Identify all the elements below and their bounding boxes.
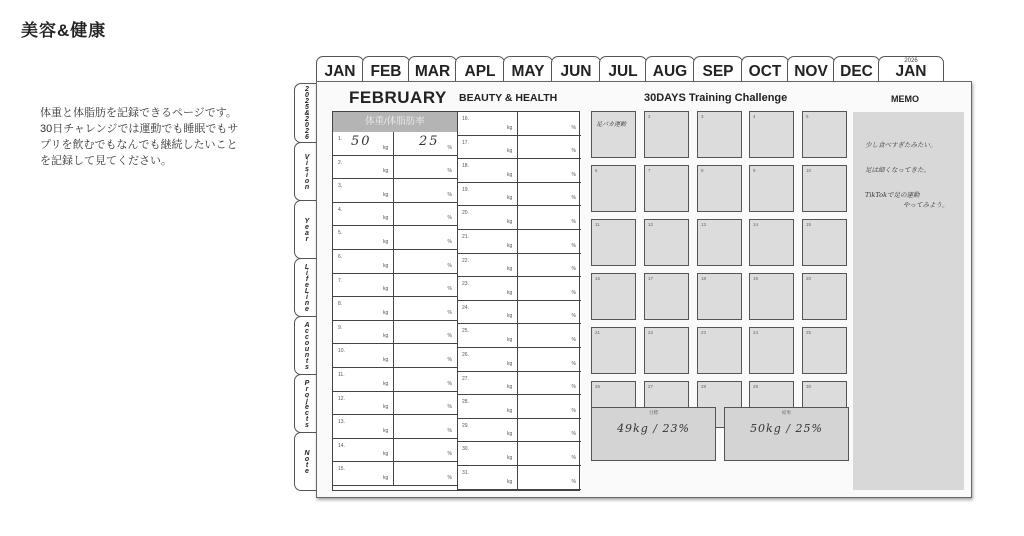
weight-table (332, 111, 580, 491)
challenge-day-24[interactable] (749, 327, 794, 374)
challenge-day-2[interactable] (644, 111, 689, 158)
challenge-day-1[interactable] (591, 111, 636, 158)
challenge-day-4[interactable] (749, 111, 794, 158)
month-tab-label: OCT (748, 63, 782, 80)
pct-unit: % (571, 218, 576, 225)
challenge-day-5[interactable] (802, 111, 847, 158)
cell-divider (517, 348, 518, 371)
month-tab-jan[interactable] (316, 56, 364, 82)
weight-row-day-15[interactable] (333, 462, 457, 486)
weight-row-day-8[interactable] (333, 297, 457, 321)
cell-divider (517, 442, 518, 465)
side-tab-label: Accounts (303, 321, 311, 370)
pct-unit: % (571, 171, 576, 178)
day-number: 19. (462, 186, 469, 193)
day-number: 12. (338, 395, 345, 402)
kg-unit: kg (507, 384, 513, 391)
day-number: 29. (462, 422, 469, 429)
pct-unit: % (571, 336, 576, 343)
challenge-day-number: 25 (806, 330, 812, 335)
weight-row-day-12[interactable] (333, 392, 457, 416)
challenge-note: 足パカ運動 (596, 121, 627, 128)
challenge-day-17[interactable] (644, 273, 689, 320)
challenge-heading: 30DAYS Training Challenge (644, 92, 788, 104)
month-tab-label: MAY (511, 63, 545, 80)
kg-unit: kg (507, 313, 513, 320)
day-number: 17. (462, 139, 469, 146)
day-number: 10. (338, 348, 345, 355)
cell-divider (393, 321, 394, 344)
kg-unit: kg (383, 286, 389, 293)
weight-row-day-6[interactable] (333, 250, 457, 274)
side-tab-label: LifeLine (303, 263, 311, 312)
pct-unit: % (571, 407, 576, 414)
challenge-day-number: 18 (701, 276, 707, 281)
memo-panel[interactable] (853, 112, 964, 490)
month-tab-label: JAN (895, 63, 927, 80)
kg-unit: kg (507, 289, 513, 296)
kg-unit: kg (383, 427, 389, 434)
kg-unit: kg (383, 262, 389, 269)
challenge-day-11[interactable] (591, 219, 636, 266)
cell-divider (393, 439, 394, 462)
day-number: 27. (462, 375, 469, 382)
challenge-day-6[interactable] (591, 165, 636, 212)
day-number: 14. (338, 442, 345, 449)
challenge-day-number: 23 (701, 330, 707, 335)
pct-unit: % (571, 431, 576, 438)
challenge-day-3[interactable] (697, 111, 742, 158)
pct-unit: % (571, 478, 576, 485)
cell-divider (393, 156, 394, 179)
pct-unit: % (571, 124, 576, 131)
challenge-day-number: 13 (701, 222, 707, 227)
challenge-day-number: 10 (806, 168, 812, 173)
side-tab-label: 2025&2026 (303, 86, 311, 140)
day-number: 21. (462, 234, 469, 240)
month-tab-label: JAN (324, 63, 356, 80)
month-tab-label: JUN (560, 63, 592, 80)
challenge-day-number: 17 (648, 276, 654, 281)
kg-unit: kg (507, 407, 513, 414)
beauty-heading: BEAUTY & HEALTH (459, 92, 558, 104)
side-tab-vision[interactable] (294, 142, 318, 201)
cell-divider (393, 415, 394, 438)
weight-row-day-27[interactable] (457, 372, 581, 396)
month-tab-feb[interactable] (362, 56, 410, 82)
kg-unit: kg (507, 124, 513, 131)
month-tab-jul[interactable] (599, 56, 647, 82)
page-title: 美容&健康 (21, 21, 107, 40)
handwritten-fat: 25 (419, 134, 440, 149)
cell-divider (517, 159, 518, 182)
kg-unit: kg (507, 218, 513, 225)
challenge-day-22[interactable] (644, 327, 689, 374)
weight-row-day-10[interactable] (333, 344, 457, 368)
kg-unit: kg (383, 144, 389, 151)
cell-divider (393, 203, 394, 226)
day-number: 2. (338, 159, 343, 166)
side-tab-projects[interactable] (294, 374, 318, 433)
weight-row-day-17[interactable] (457, 136, 581, 160)
day-number: 8. (338, 301, 343, 308)
pct-unit: % (447, 286, 452, 293)
weight-row-day-29[interactable] (457, 419, 581, 443)
cell-divider (393, 274, 394, 297)
challenge-day-14[interactable] (749, 219, 794, 266)
kg-unit: kg (507, 431, 513, 438)
month-tab-sep[interactable] (693, 56, 743, 82)
page-description: 体重と体脂肪を記録できるページです。30日チャレンジでは運動でも睡眠でもサプリを飲むでもなんでも継続したいことを記録して見てください。 (40, 107, 239, 167)
challenge-day-number: 16 (595, 276, 601, 281)
weight-row-day-2[interactable] (333, 156, 457, 180)
cell-divider (517, 136, 518, 159)
challenge-day-16[interactable] (591, 273, 636, 320)
memo-line: TikTokで足の運動 (865, 191, 920, 199)
cell-divider (517, 466, 518, 489)
challenge-day-10[interactable] (802, 165, 847, 212)
cell-divider (517, 230, 518, 253)
cell-divider (393, 226, 394, 249)
challenge-day-number: 4 (753, 114, 756, 119)
day-number: 1. (338, 136, 343, 142)
cell-divider (393, 132, 394, 155)
month-tab-label: NOV (794, 63, 828, 80)
challenge-day-number: 27 (648, 384, 654, 389)
pct-unit: % (571, 242, 576, 249)
side-tab-accounts[interactable] (294, 316, 318, 375)
cell-divider (517, 395, 518, 418)
day-number: 25. (462, 328, 469, 335)
month-tab-label: APL (464, 63, 496, 80)
weight-row-day-5[interactable] (333, 226, 457, 250)
cell-divider (517, 206, 518, 229)
pct-unit: % (447, 191, 452, 198)
weight-row-day-3[interactable] (333, 179, 457, 203)
day-number: 30. (462, 446, 469, 453)
day-number: 24. (462, 304, 469, 311)
weight-row-day-22[interactable] (457, 254, 581, 278)
month-tab-dec[interactable] (833, 56, 880, 82)
day-number: 26. (462, 352, 469, 358)
memo-line: 少し食べすぎたみたい。 (865, 141, 937, 149)
challenge-day-19[interactable] (749, 273, 794, 320)
memo-line: やってみよう。 (903, 201, 949, 209)
day-number: 16. (462, 116, 469, 122)
cell-divider (393, 368, 394, 391)
weight-row-day-28[interactable] (457, 395, 581, 419)
challenge-day-number: 3 (701, 114, 704, 119)
day-number: 6. (338, 254, 343, 260)
cell-divider (393, 297, 394, 320)
weight-row-day-26[interactable] (457, 348, 581, 372)
kg-unit: kg (383, 451, 389, 458)
day-number: 23. (462, 281, 469, 288)
cell-divider (393, 250, 394, 273)
pct-unit: % (447, 309, 452, 316)
challenge-day-number: 19 (753, 276, 759, 281)
pct-unit: % (447, 404, 452, 411)
day-number: 9. (338, 324, 343, 331)
challenge-day-number: 29 (753, 384, 759, 389)
challenge-day-number: 15 (806, 222, 812, 227)
side-tab-year[interactable] (294, 200, 318, 259)
day-number: 4. (338, 206, 343, 213)
challenge-day-number: 7 (648, 168, 651, 173)
weight-row-day-1[interactable] (333, 132, 457, 156)
kg-unit: kg (507, 195, 513, 202)
weight-row-day-20[interactable] (457, 206, 581, 230)
kg-unit: kg (507, 478, 513, 485)
month-tab-label: JUL (608, 63, 638, 80)
kg-unit: kg (383, 191, 389, 198)
challenge-day-number: 22 (648, 330, 654, 335)
kg-unit: kg (507, 360, 513, 367)
pct-unit: % (571, 148, 576, 155)
pct-unit: % (447, 356, 452, 363)
kg-unit: kg (507, 454, 513, 461)
pct-unit: % (447, 333, 452, 340)
month-tab-may[interactable] (503, 56, 553, 82)
challenge-day-25[interactable] (802, 327, 847, 374)
kg-unit: kg (383, 168, 389, 175)
pct-unit: % (447, 427, 452, 434)
day-number: 7. (338, 277, 343, 284)
cell-divider (393, 344, 394, 367)
weight-row-day-16[interactable] (457, 112, 581, 136)
month-tab-label: MAR (414, 63, 451, 80)
pct-unit: % (447, 380, 452, 387)
weight-row-day-24[interactable] (457, 301, 581, 325)
challenge-day-15[interactable] (802, 219, 847, 266)
challenge-day-number: 14 (753, 222, 759, 227)
cell-divider (517, 419, 518, 442)
challenge-day-number: 12 (648, 222, 654, 227)
cell-divider (517, 277, 518, 300)
pct-unit: % (447, 168, 452, 175)
day-number: 20. (462, 210, 469, 217)
weight-row-day-14[interactable] (333, 439, 457, 463)
weight-row-day-9[interactable] (333, 321, 457, 345)
challenge-day-12[interactable] (644, 219, 689, 266)
pct-unit: % (571, 195, 576, 202)
challenge-day-21[interactable] (591, 327, 636, 374)
month-tab-label: AUG (652, 63, 688, 80)
challenge-day-number: 11 (595, 222, 600, 227)
weight-row-day-25[interactable] (457, 324, 581, 348)
kg-unit: kg (383, 356, 389, 363)
cell-divider (517, 254, 518, 277)
challenge-day-number: 5 (806, 114, 809, 119)
day-number: 13. (338, 419, 345, 426)
challenge-day-number: 26 (595, 384, 601, 389)
pct-unit: % (447, 215, 452, 222)
kg-unit: kg (383, 404, 389, 411)
planner-sheet (316, 81, 972, 498)
day-number: 22. (462, 257, 469, 264)
side-tab-label: Year (303, 217, 311, 242)
challenge-day-number: 24 (753, 330, 759, 335)
cell-divider (393, 392, 394, 415)
weight-row-day-21[interactable] (457, 230, 581, 254)
result-value: 50kg / 25% (750, 422, 823, 435)
handwritten-weight: 50 (351, 134, 372, 149)
pct-unit: % (571, 360, 576, 367)
weight-row-day-30[interactable] (457, 442, 581, 466)
month-tab-label: DEC (840, 63, 873, 80)
pct-unit: % (447, 262, 452, 269)
cell-divider (393, 462, 394, 485)
month-tab-year: 2026 (904, 58, 918, 64)
pct-unit: % (571, 384, 576, 391)
side-tab-note[interactable] (294, 432, 318, 491)
challenge-day-number: 2 (648, 114, 651, 119)
day-number: 28. (462, 399, 469, 406)
month-tab-label: SEP (702, 63, 734, 80)
weight-row-day-18[interactable] (457, 159, 581, 183)
side-tab-label: Projects (303, 379, 311, 428)
month-tab-apl[interactable] (455, 56, 505, 82)
month-tabs (316, 56, 942, 82)
memo-line: 足は細くなってきた。 (865, 166, 930, 174)
pct-unit: % (571, 289, 576, 296)
weight-row-day-13[interactable] (333, 415, 457, 439)
challenge-day-number: 21 (595, 330, 601, 335)
challenge-day-7[interactable] (644, 165, 689, 212)
cell-divider (517, 112, 518, 135)
kg-unit: kg (507, 171, 513, 178)
challenge-day-number: 28 (701, 384, 707, 389)
kg-unit: kg (383, 309, 389, 316)
cell-divider (517, 183, 518, 206)
side-tabs (294, 83, 318, 490)
side-tab-lifeline[interactable] (294, 258, 318, 317)
cell-divider (393, 179, 394, 202)
day-number: 18. (462, 163, 469, 170)
pct-unit: % (447, 144, 452, 151)
weight-row-day-7[interactable] (333, 274, 457, 298)
kg-unit: kg (507, 266, 513, 273)
pct-unit: % (447, 238, 452, 245)
month-heading: FEBRUARY (349, 88, 447, 107)
kg-unit: kg (383, 474, 389, 481)
day-number: 15. (338, 466, 345, 473)
cell-divider (517, 301, 518, 324)
day-number: 3. (338, 183, 343, 190)
challenge-day-number: 9 (753, 168, 756, 173)
month-tab-oct[interactable] (741, 56, 789, 82)
month-tab-label: FEB (370, 63, 402, 80)
challenge-day-18[interactable] (697, 273, 742, 320)
goal-box[interactable] (591, 407, 716, 461)
side-tab-label: Vision (303, 153, 311, 190)
kg-unit: kg (507, 148, 513, 155)
challenge-day-number: 20 (806, 276, 812, 281)
challenge-day-8[interactable] (697, 165, 742, 212)
pct-unit: % (447, 451, 452, 458)
kg-unit: kg (383, 380, 389, 387)
side-tab-year-range[interactable] (294, 83, 318, 143)
kg-unit: kg (507, 242, 513, 249)
challenge-day-23[interactable] (697, 327, 742, 374)
weight-column-divider (457, 112, 458, 490)
weight-row-day-4[interactable] (333, 203, 457, 227)
pct-unit: % (447, 474, 452, 481)
result-box[interactable] (724, 407, 849, 461)
pct-unit: % (571, 266, 576, 273)
month-tab-mar[interactable] (408, 56, 457, 82)
memo-heading: MEMO (891, 94, 919, 104)
pct-unit: % (571, 313, 576, 320)
month-tab-aug[interactable] (645, 56, 695, 82)
challenge-day-number: 8 (701, 168, 704, 173)
side-tab-label: Note (303, 449, 311, 474)
result-label: 結果 (782, 410, 791, 415)
challenge-day-13[interactable] (697, 219, 742, 266)
day-number: 5. (338, 230, 343, 237)
pct-unit: % (571, 454, 576, 461)
month-tab-jan-next[interactable] (878, 56, 944, 82)
month-tab-jun[interactable] (551, 56, 601, 82)
challenge-day-number: 6 (595, 168, 598, 173)
month-tab-nov[interactable] (787, 56, 835, 82)
cell-divider (517, 324, 518, 347)
weight-row-day-19[interactable] (457, 183, 581, 207)
kg-unit: kg (383, 238, 389, 245)
kg-unit: kg (383, 333, 389, 340)
weight-row-day-23[interactable] (457, 277, 581, 301)
day-number: 11. (338, 372, 345, 378)
planner (294, 56, 972, 498)
cell-divider (517, 372, 518, 395)
challenge-day-9[interactable] (749, 165, 794, 212)
challenge-day-number: 30 (806, 384, 812, 389)
day-number: 31. (462, 470, 469, 476)
weight-row-day-31[interactable] (457, 466, 581, 490)
weight-row-day-11[interactable] (333, 368, 457, 392)
goal-value: 49kg / 23% (617, 422, 690, 435)
kg-unit: kg (383, 215, 389, 222)
kg-unit: kg (507, 336, 513, 343)
challenge-day-20[interactable] (802, 273, 847, 320)
goal-label: 目標 (649, 410, 658, 415)
weight-table-header: 体重/体脂肪率 (333, 112, 457, 132)
